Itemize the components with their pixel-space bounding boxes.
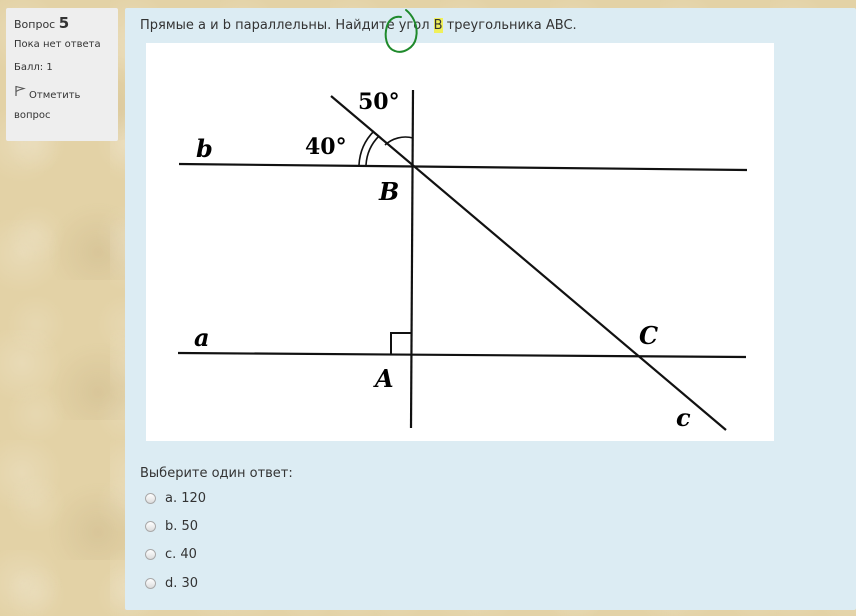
question-text-before: Прямые a и b параллельны. Найдите угол: [140, 18, 434, 33]
radio-icon[interactable]: [145, 521, 156, 532]
label-B: B: [379, 177, 400, 206]
question-number-value: 5: [58, 14, 70, 32]
label-c: c: [676, 403, 691, 432]
angle-arc-40-inner: [366, 136, 379, 165]
label-b: b: [196, 134, 213, 163]
radio-icon[interactable]: [145, 578, 156, 589]
angle-label-50: 50°: [358, 89, 400, 115]
answer-label: b. 50: [165, 518, 199, 534]
question-state: Пока нет ответа: [14, 39, 101, 50]
question-grade: Балл: 1: [14, 62, 53, 73]
answer-prompt: Выберите один ответ:: [140, 466, 293, 481]
line-b: [179, 164, 747, 170]
question-text-after: треугольника ABC.: [442, 18, 577, 33]
answer-label: d. 30: [165, 575, 199, 591]
answer-label: a. 120: [165, 490, 207, 506]
question-text: [140, 18, 577, 33]
question-content: [125, 8, 856, 610]
answer-option-d[interactable]: [145, 573, 198, 593]
answer-label: c. 40: [165, 546, 197, 562]
label-C: C: [639, 321, 659, 350]
flag-question-link[interactable]: [14, 85, 118, 126]
radio-icon[interactable]: [145, 493, 156, 504]
answer-option-b[interactable]: [145, 516, 198, 536]
question-label: Вопрос: [14, 18, 56, 31]
answer-option-c[interactable]: [145, 544, 197, 564]
geometry-figure: [146, 43, 774, 441]
geometry-diagram: [146, 43, 774, 441]
question-number: [14, 14, 118, 32]
question-highlight: B: [433, 18, 443, 33]
radio-icon[interactable]: [145, 549, 156, 560]
question-info-panel: [6, 8, 118, 141]
answer-option-a[interactable]: [145, 488, 206, 508]
perpendicular-line: [411, 90, 413, 428]
label-A: A: [375, 364, 394, 393]
flag-label-2: вопрос: [14, 110, 51, 121]
angle-label-40: 40°: [305, 134, 347, 160]
label-a: a: [194, 323, 210, 352]
flag-label: Отметить: [29, 90, 81, 101]
right-angle-marker: [391, 333, 412, 354]
flag-icon: [14, 85, 26, 105]
line-a: [178, 353, 746, 357]
